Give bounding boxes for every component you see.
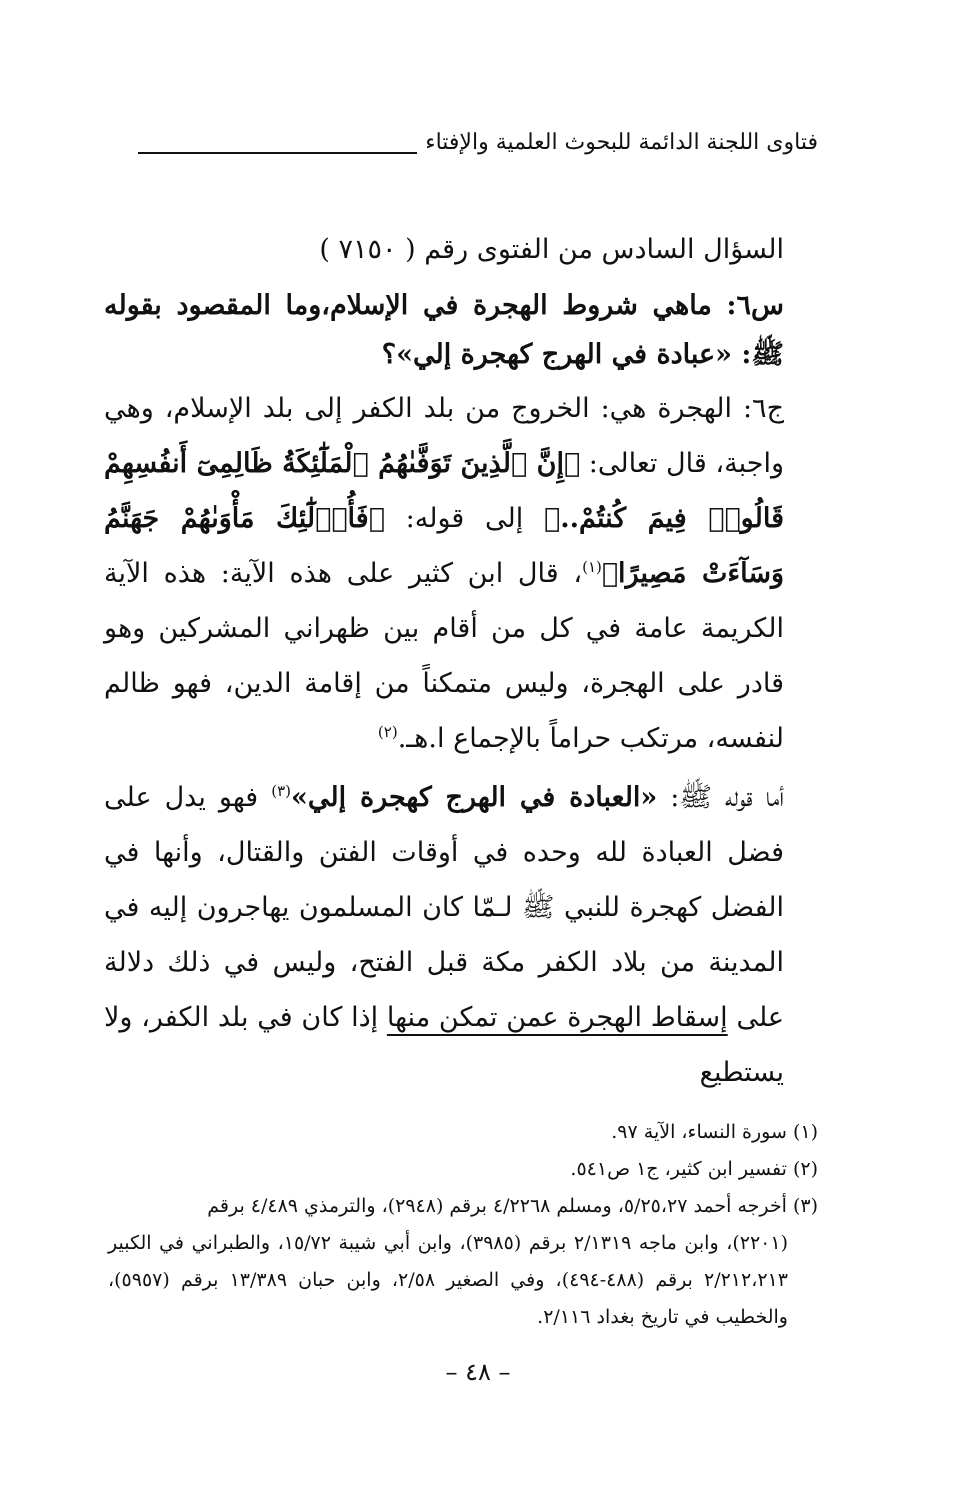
to-his-saying: إلى قوله:	[384, 503, 545, 534]
footnote-2: (٢) تفسير ابن كثير، ج١ ص٥٤١.	[570, 1158, 818, 1180]
question-paragraph: س٦: ماهي شروط الهجرة في الإسلام،وما المقصود بقوله ﷺ: «عبادة في الهرج كهجرة إلي»؟	[104, 290, 784, 370]
footnote-1: (١) سورة النساء، الآية ٩٧.	[611, 1121, 818, 1143]
hadith-explanation: فهو يدل على فضل العبادة لله وحده في أوقات الفتن والقتال، وأنها في الفضل كهجرة للنبي ﷺ لـمّا كان المسلمون يهاجرون إليه في المدينة من بلاد الكفر مكة قبل الفتح، وليس في ذلك دلالة على	[104, 782, 784, 1033]
hadith-text: «العبادة في الهرج كهجرة إلي»	[291, 782, 658, 813]
answer-intro: ج٦: الهجرة هي: الخروج من بلد الكفر إلى بلد الإسلام، وهي واجبة، قال تعالى:	[104, 393, 785, 479]
footnote-ref-3: (٣)	[271, 782, 291, 800]
ibn-kathir-commentary: ، قال ابن كثير على هذه الآية: هذه الآية الكريمة عامة في كل من أقام بين ظهراني المشركين وهو قادر على الهجرة، وليس متمكناً من إقامة الدين، فهو ظالم لنفسه، مرتكب حراماً بالإجماع ا.هـ.	[104, 558, 784, 754]
footnotes	[108, 1114, 818, 1336]
underlined-phrase: إسقاط الهجرة عمن تمكن منها	[386, 1002, 728, 1033]
quran-verse-1: ﴿إِنَّ ٱلَّذِينَ تَوَفَّىٰهُمُ ٱلْمَلَٰٓئِكَةُ ظَالِمِىٓ أَنفُسِهِمْ قَالُوا۟ فِيمَ كُنتُمْ..﴾	[104, 448, 784, 534]
running-header	[138, 128, 818, 168]
paragraph-tail: إذا كان في بلد الكفر، ولا يستطيع	[104, 1002, 784, 1088]
footnote-3	[108, 1188, 818, 1336]
hadith-intro: أما قوله ﷺ:	[657, 782, 785, 813]
footnote-3-continuation: (٢٢٠١)، وابن ماجه ٢/١٣١٩ برقم (٣٩٨٥)، وابن أبي شيبة ١٥/٧٢، والطبراني في الكبير ٢/٢١٢،٢١٣ برقم (٤٨٨-٤٩٤)، وفي الصغير ٢/٥٨، وابن حبان ١٣/٣٨٩ برقم (٥٩٥٧)، والخطيب في تاريخ بغداد ٢/١١٦.	[108, 1232, 788, 1328]
hadith-paragraph	[104, 770, 816, 1100]
main-text	[104, 222, 816, 1100]
footnote-3-first-line: (٣) أخرجه أحمد ٥/٢٥،٢٧، ومسلم ٤/٢٢٦٨ برقم (٢٩٤٨)، والترمذي ٤/٤٨٩ برقم	[207, 1195, 818, 1217]
page-number: – ٤٨ –	[445, 1358, 511, 1386]
footnote-ref-1: (١)	[582, 558, 602, 576]
quran-verse-2: ﴿فَأُو۟لَٰٓئِكَ مَأْوَىٰهُمْ جَهَنَّمُ وَسَآءَتْ مَصِيرًا﴾	[104, 503, 784, 589]
fatwa-heading: السؤال السادس من الفتوى رقم ( ٧١٥٠ )	[319, 234, 784, 265]
answer-paragraph	[104, 381, 816, 766]
footnote-ref-2: (٢)	[377, 723, 398, 741]
header-title: فتاوى اللجنة الدائمة للبحوث العلمية والإفتاء	[417, 130, 818, 155]
